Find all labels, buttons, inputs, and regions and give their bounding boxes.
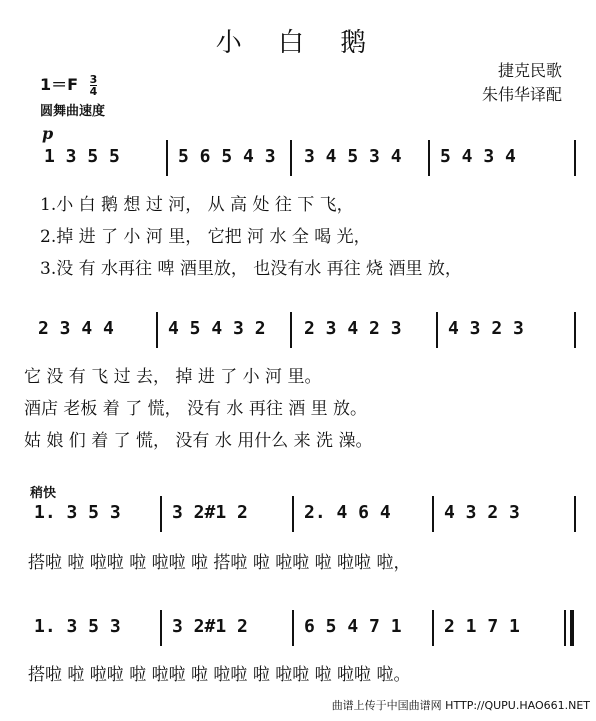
measure: 1. 3 5 3 <box>34 502 121 523</box>
measure: 5 6 5 4 3 <box>178 146 276 167</box>
measure: 4 3 2 3 <box>444 502 520 523</box>
measure: 1 3 5 5 <box>44 146 120 167</box>
barline <box>574 140 576 176</box>
credit-translator: 朱伟华译配 <box>481 85 562 104</box>
time-bottom: 4 <box>89 85 98 98</box>
measure: 6 5 4 7 1 <box>304 616 402 637</box>
tempo-marking: 圆舞曲速度 <box>40 104 106 119</box>
measure: 2 1 7 1 <box>444 616 520 637</box>
barline <box>432 610 434 646</box>
tempo-change: 稍快 <box>30 486 57 501</box>
measure: 1. 3 5 3 <box>34 616 121 637</box>
time-signature <box>90 74 98 97</box>
measure: 2 3 4 4 <box>38 318 114 339</box>
barline <box>156 312 158 348</box>
time-top: 3 <box>89 73 98 86</box>
measure: 5 4 3 4 <box>440 146 516 167</box>
lyric-line: 搭啦 啦 啦啦 啦 啦啦 啦 搭啦 啦 啦啦 啦 啦啦 啦， <box>28 553 411 573</box>
key-label: 1＝F <box>40 75 79 94</box>
barline <box>574 312 576 348</box>
measure: 2. 4 6 4 <box>304 502 391 523</box>
barline <box>160 610 162 646</box>
lyric-line: 它 没 有 飞 过 去， 掉 进 了 小 河 里。 <box>24 367 322 387</box>
barline <box>574 496 576 532</box>
barline <box>428 140 430 176</box>
barline <box>160 496 162 532</box>
measure: 3 2#1 2 <box>172 616 248 637</box>
lyric-line: 1.小 白 鹅 想 过 河， 从 高 处 往 下 飞， <box>40 195 354 215</box>
barline <box>292 496 294 532</box>
lyric-line: 姑 娘 们 着 了 慌， 没有 水 用什么 来 洗 澡。 <box>24 431 373 451</box>
measure: 3 2#1 2 <box>172 502 248 523</box>
final-barline <box>570 610 574 646</box>
lyric-line: 酒店 老板 着 了 慌， 没有 水 再往 酒 里 放。 <box>24 399 368 419</box>
lyric-line: 搭啦 啦 啦啦 啦 啦啦 啦 啦啦 啦 啦啦 啦 啦啦 啦。 <box>28 665 411 685</box>
barline <box>166 140 168 176</box>
measure: 3 4 5 3 4 <box>304 146 402 167</box>
dynamic-marking: p <box>42 124 54 143</box>
site-footer: 曲谱上传于中国曲谱网 HTTP://QUPU.HAO661.NET <box>331 699 590 712</box>
credit-origin: 捷克民歌 <box>497 61 562 80</box>
measure: 4 3 2 3 <box>448 318 524 339</box>
measure: 2 3 4 2 3 <box>304 318 402 339</box>
staff-row-3 <box>28 496 576 556</box>
song-title: 小 白 鹅 <box>215 28 381 58</box>
barline <box>292 610 294 646</box>
barline <box>290 140 292 176</box>
barline <box>436 312 438 348</box>
barline <box>564 610 566 646</box>
lyric-line: 2.掉 进 了 小 河 里， 它把 河 水 全 喝 光， <box>40 227 371 247</box>
key-signature <box>40 72 97 97</box>
lyric-line: 3.没 有 水再往 啤 酒里放， 也没有水 再往 烧 酒里 放， <box>40 259 462 279</box>
measure: 4 5 4 3 2 <box>168 318 266 339</box>
barline <box>432 496 434 532</box>
barline <box>290 312 292 348</box>
